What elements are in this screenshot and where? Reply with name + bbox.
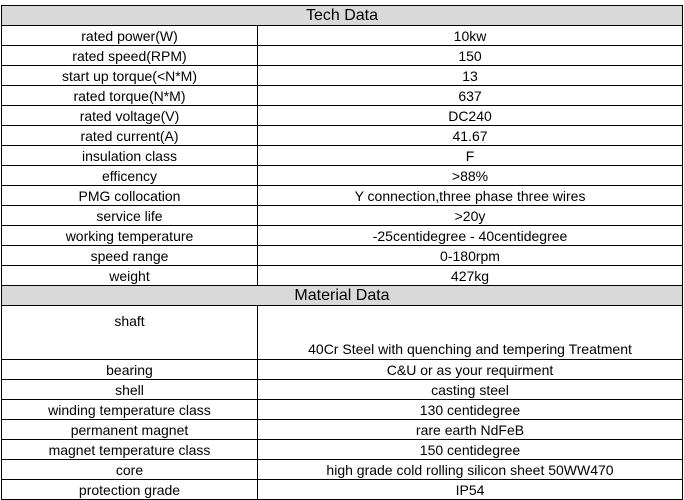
table-row [2,46,683,66]
table-row [2,66,683,86]
row-label: winding temperature class [2,400,258,420]
material-data-header-row [2,286,683,306]
row-label: weight [2,266,258,286]
row-value: 150 [258,46,683,66]
row-label: bearing [2,360,258,380]
row-value: IP54 [258,480,683,500]
table-row [2,400,683,420]
row-value: C&U or as your requirment [258,360,683,380]
table-row [2,206,683,226]
row-label: rated torque(N*M) [2,86,258,106]
spec-table [1,5,683,500]
row-value: 637 [258,86,683,106]
table-row [2,246,683,266]
row-label: speed range [2,246,258,266]
row-value: Y connection,three phase three wires [258,186,683,206]
row-label: start up torque(<N*M) [2,66,258,86]
row-label: rated voltage(V) [2,106,258,126]
row-label: efficency [2,166,258,186]
row-value: >88% [258,166,683,186]
row-value: >20y [258,206,683,226]
row-value: 427kg [258,266,683,286]
tech-data-header-row [2,6,683,26]
row-label: rated current(A) [2,126,258,146]
row-label: rated speed(RPM) [2,46,258,66]
table-row [2,186,683,206]
row-value: rare earth NdFeB [258,420,683,440]
table-row [2,480,683,500]
row-label: magnet temperature class [2,440,258,460]
row-value: 13 [258,66,683,86]
tech-data-header: Tech Data [2,6,683,26]
row-label: PMG collocation [2,186,258,206]
table-row [2,266,683,286]
row-value: DC240 [258,106,683,126]
row-label: shaft [2,306,258,360]
table-row [2,440,683,460]
table-row [2,146,683,166]
row-label: shell [2,380,258,400]
row-label: permanent magnet [2,420,258,440]
row-label: insulation class [2,146,258,166]
row-label: working temperature [2,226,258,246]
table-row [2,106,683,126]
table-row [2,26,683,46]
table-row [2,226,683,246]
row-label: service life [2,206,258,226]
row-value: 10kw [258,26,683,46]
material-data-header: Material Data [2,286,683,306]
row-label: protection grade [2,480,258,500]
row-value: -25centidegree - 40centidegree [258,226,683,246]
table-row [2,126,683,146]
row-value: high grade cold rolling silicon sheet 50WW470 [258,460,683,480]
table-row [2,460,683,480]
row-value: 0-180rpm [258,246,683,266]
table-row [2,380,683,400]
row-label: rated power(W) [2,26,258,46]
row-value: 130 centidegree [258,400,683,420]
row-label: core [2,460,258,480]
row-value: casting steel [258,380,683,400]
table-row [2,420,683,440]
row-value: F [258,146,683,166]
row-value: 41.67 [258,126,683,146]
table-row [2,166,683,186]
row-value: 40Cr Steel with quenching and tempering Treatment [258,306,683,360]
table-row [2,86,683,106]
table-row [2,360,683,380]
table-row [2,306,683,360]
row-value: 150 centidegree [258,440,683,460]
